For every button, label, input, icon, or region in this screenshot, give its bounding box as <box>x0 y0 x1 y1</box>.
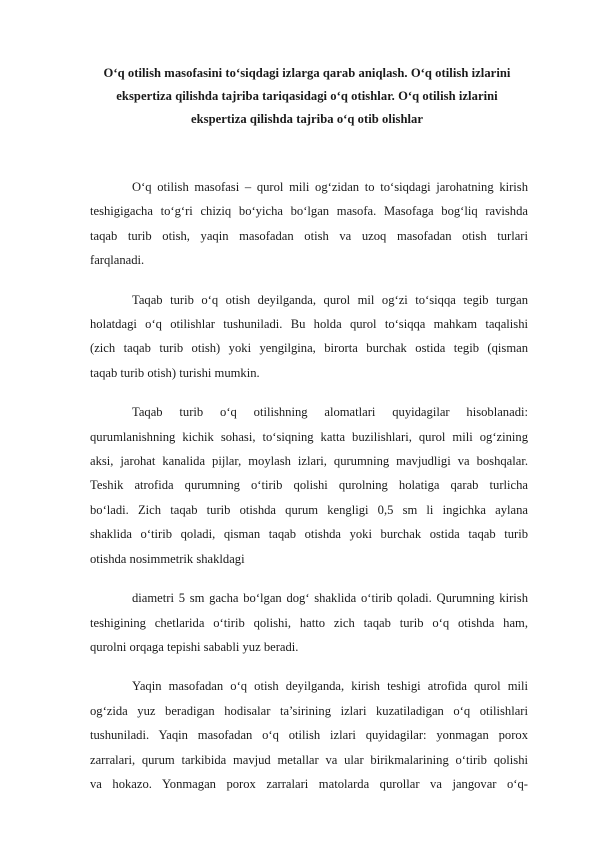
text-line: aksi, jarohat kanalida pijlar, moylash izlari, qurumning mavjudligi va boshqalar. <box>90 454 528 469</box>
title-line: O‘q otilish masofasini to‘siqdagi izlarga qarab aniqlash. O‘q otilish izlarini <box>103 66 511 80</box>
text-line: shaklida o‘tirib qoladi, qisman taqab otishda yoki burchak ostida taqab turib <box>90 527 528 542</box>
text-line: tushuniladi. Yaqin masofadan o‘q otilish izlari quyidagilar: yonmagan porox <box>90 728 528 743</box>
text-line: diametri 5 sm gacha bo‘lgan dog‘ shaklida o‘tirib qoladi. Qurumning kirish <box>132 591 528 606</box>
text-line: holatdagi o‘q otilishlar tushuniladi. Bu holda qurol to‘siqqa mahkam taqalishi <box>90 317 528 332</box>
paragraph <box>90 400 528 571</box>
text-line: Taqab turib o‘q otish deyilganda, qurol mil og‘zi to‘siqqa tegib turgan <box>132 292 528 307</box>
text-line: og‘zida yuz beradigan hodisalar ta’sirining izlari kuzatiladigan o‘q otilishlari <box>90 703 528 718</box>
text-line: qurolni orqaga tepishi sababli yuz beradi. <box>90 639 299 654</box>
text-line: qurumlanishning kichik sohasi, to‘siqning katta buzilishlari, qurol mili og‘zining <box>90 429 528 444</box>
text-line: Teshik atrofida qurumning o‘tirib qolishi qurolning holatiga qarab turlicha <box>90 478 528 493</box>
paragraph <box>90 586 528 659</box>
paragraph <box>90 288 528 386</box>
text-line: otishda nosimmetrik shakldagi <box>90 551 245 566</box>
text-line: bo‘ladi. Zich taqab turib otishda qurum kengligi 0,5 sm li ingichka aylana <box>90 502 528 517</box>
text-line: va hokazo. Yonmagan porox zarralari matolarda qurollar va jangovar o‘q- <box>90 776 528 791</box>
paragraph <box>90 175 528 273</box>
text-line: taqab turib otish, yaqin masofadan otish va uzoq masofadan otish turlari <box>90 228 528 243</box>
text-line: farqlanadi. <box>90 253 145 268</box>
document-body <box>90 175 528 796</box>
title-line: ekspertiza qilishda tajriba tariqasidagi o‘q otishlar. O‘q otilish izlarini <box>116 89 498 103</box>
text-line: teshigining chetlarida o‘tirib qolishi, hatto zich taqab turib o‘q otishda ham, <box>90 615 528 630</box>
text-line: (zich taqab turib otish) yoki yengilgina, birorta burchak ostida tegib (qisman <box>90 341 528 356</box>
text-line: taqab turib otish) turishi mumkin. <box>90 365 260 380</box>
paragraph <box>90 674 528 796</box>
text-line: Taqab turib o‘q otilishning alomatlari quyidagilar hisoblanadi: <box>132 405 528 420</box>
text-line: zarralari, qurum tarkibida mavjud metallar va ular birikmalarining o‘tirib qolishi <box>90 752 528 767</box>
text-line: Yaqin masofadan o‘q otish deyilganda, kirish teshigi atrofida qurol mili <box>132 679 528 694</box>
title-line: ekspertiza qilishda tajriba o‘q otib olishlar <box>190 112 424 126</box>
text-line: O‘q otilish masofasi – qurol mili og‘zidan to to‘siqdagi jarohatning kirish <box>132 180 528 194</box>
document-title <box>86 62 528 131</box>
text-line: teshigigacha to‘g‘ri chiziq bo‘yicha bo‘lgan masofa. Masofaga bog‘liq ravishda <box>90 204 528 219</box>
